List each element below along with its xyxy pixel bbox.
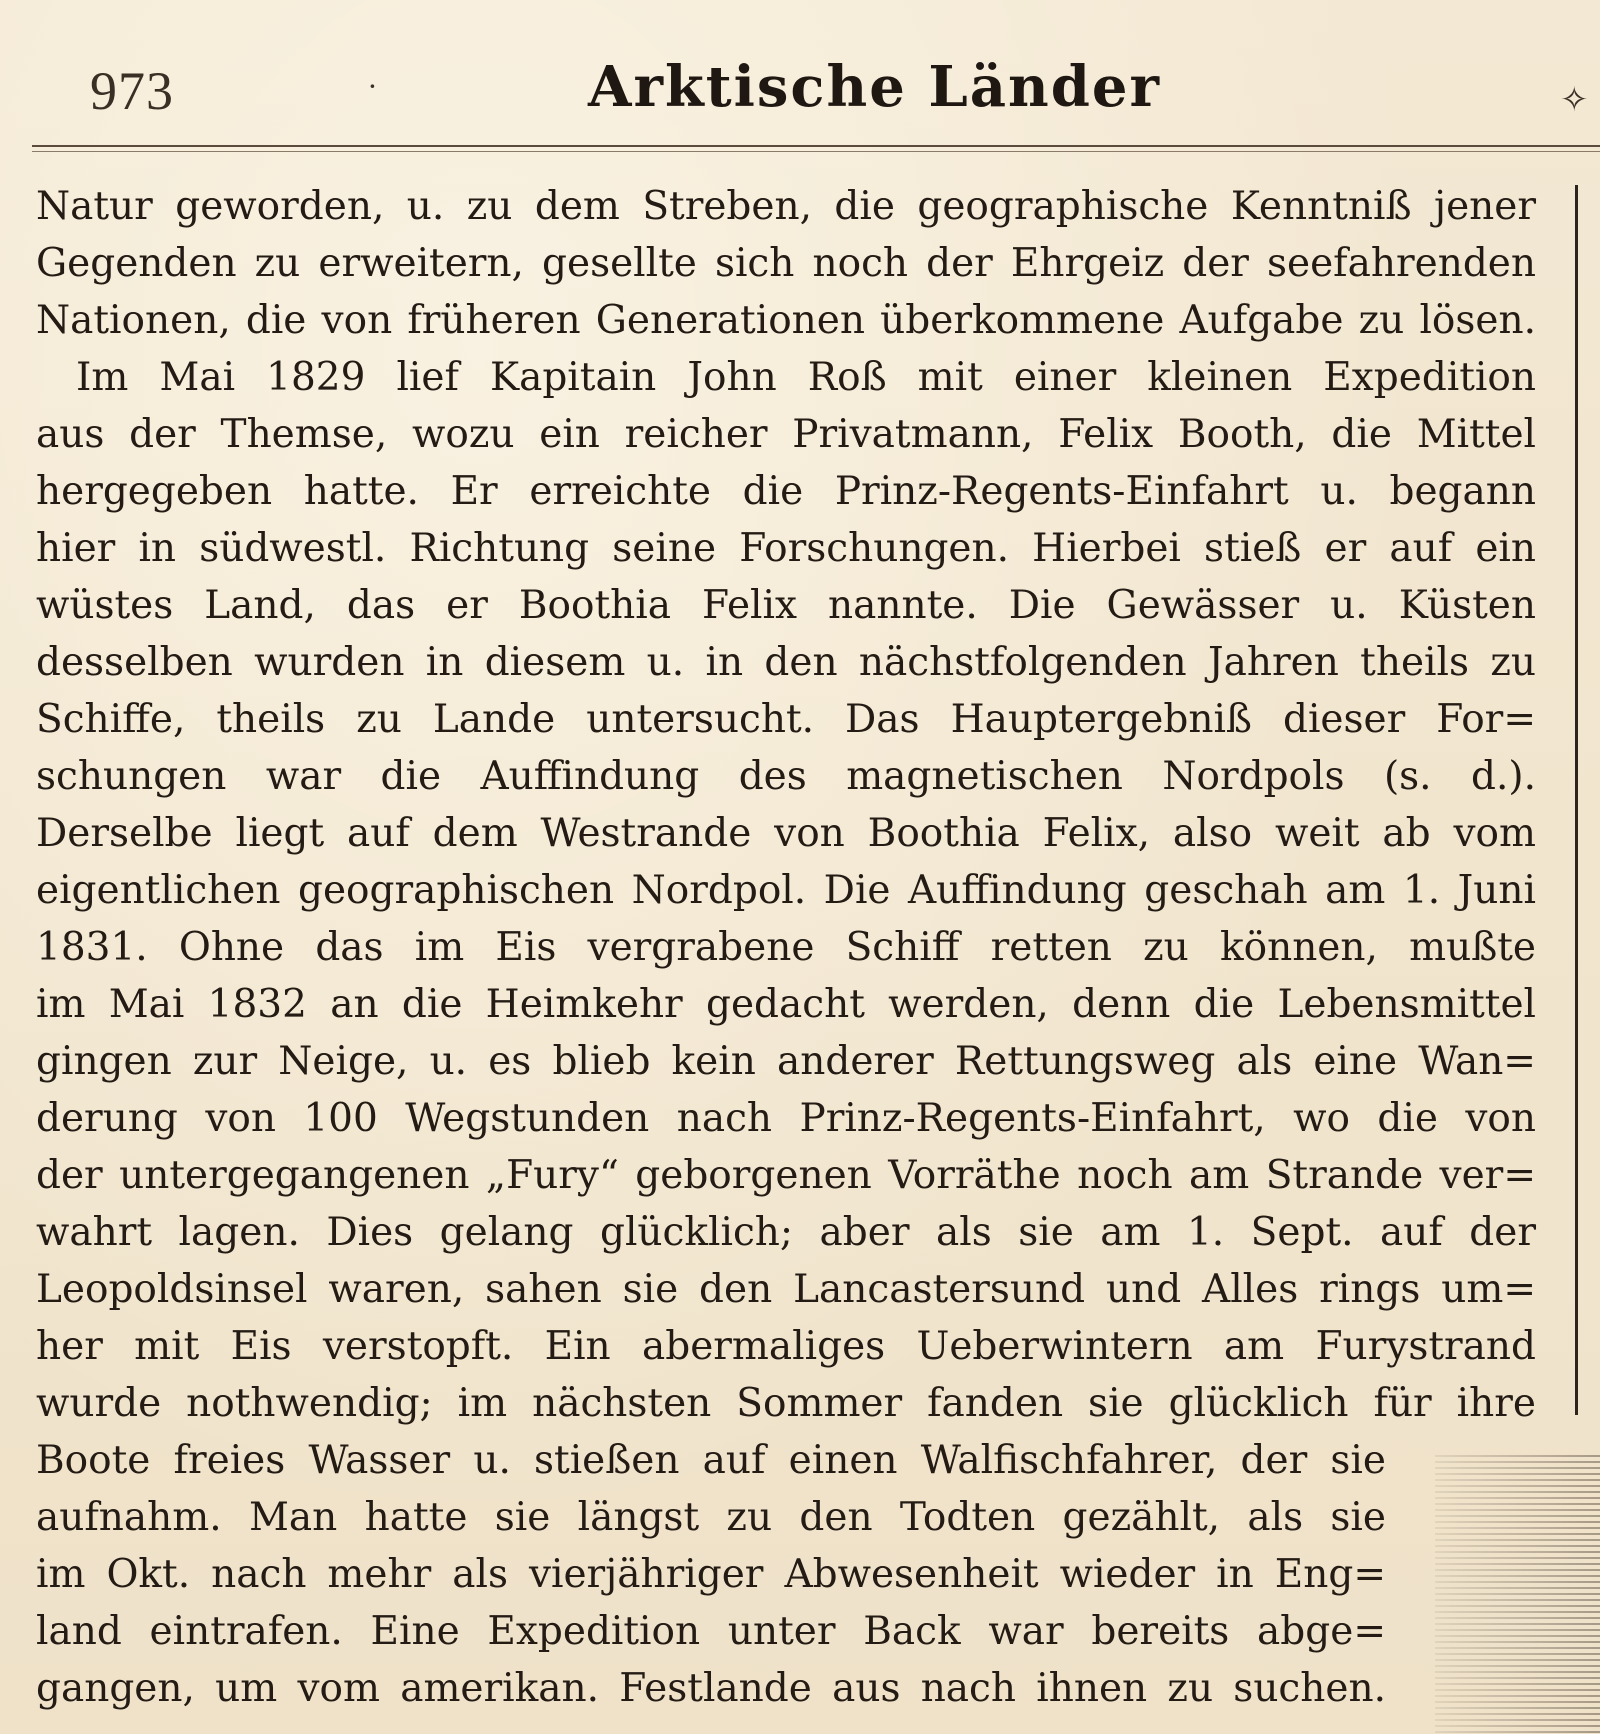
text-line: desselben wurden in diesem u. in den nächstfolgenden Jahren theils zu [36, 640, 1536, 685]
text-line: Gegenden zu erweitern, gesellte sich noch der Ehrgeiz der seefahrenden [36, 241, 1536, 286]
text-line: aus der Themse, wozu ein reicher Privatmann, Felix Booth, die Mittel [36, 412, 1536, 457]
running-title: Arktische Länder [588, 54, 1162, 120]
page-header [0, 40, 1600, 130]
text-line: wüstes Land, das er Boothia Felix nannte. Die Gewässer u. Küsten [36, 583, 1536, 628]
header-rule-thin [32, 151, 1600, 152]
header-separator: · [368, 70, 377, 103]
text-line: hergegeben hatte. Er erreichte die Prinz-Regents-Einfahrt u. begann [36, 469, 1536, 514]
text-line: Nationen, die von früheren Generationen überkommene Aufgabe zu lösen. [36, 298, 1536, 343]
text-line: Schiffe, theils zu Lande untersucht. Das Hauptergebniß dieser For= [36, 697, 1536, 742]
text-line: hier in südwestl. Richtung seine Forschungen. Hierbei stieß er auf ein [36, 526, 1536, 571]
text-line: gangen, um vom amerikan. Festlande aus nach ihnen zu suchen. [36, 1666, 1386, 1711]
text-line: eigentlichen geographischen Nordpol. Die Auffindung geschah am 1. Juni [36, 868, 1536, 913]
text-line: Im Mai 1829 lief Kapitain John Roß mit einer kleinen Expedition [76, 355, 1536, 400]
text-line: Derselbe liegt auf dem Westrande von Boothia Felix, also weit ab vom [36, 811, 1536, 856]
corner-ornament-icon: ✧ [1560, 80, 1589, 120]
text-line: gingen zur Neige, u. es blieb kein anderer Rettungsweg als eine Wan= [36, 1039, 1536, 1084]
text-line: der untergegangenen „Fury“ geborgenen Vorräthe noch am Strande ver= [36, 1153, 1536, 1198]
header-rule [32, 145, 1600, 147]
text-line: 1831. Ohne das im Eis vergrabene Schiff retten zu können, mußte [36, 925, 1536, 970]
text-line: wurde nothwendig; im nächsten Sommer fanden sie glücklich für ihre [36, 1381, 1536, 1426]
article-body [36, 178, 1536, 1717]
text-line: aufnahm. Man hatte sie längst zu den Todten gezählt, als sie [36, 1495, 1386, 1540]
text-line: her mit Eis verstopft. Ein abermaliges Ueberwintern am Furystrand [36, 1324, 1536, 1369]
engraving-illustration [1435, 1455, 1600, 1734]
page-number: 973 [90, 61, 174, 121]
column-divider [1575, 185, 1578, 1415]
text-line: wahrt lagen. Dies gelang glücklich; aber als sie am 1. Sept. auf der [36, 1210, 1536, 1255]
text-line: im Okt. nach mehr als vierjähriger Abwesenheit wieder in Eng= [36, 1552, 1386, 1597]
text-line: Boote freies Wasser u. stießen auf einen Walfischfahrer, der sie [36, 1438, 1386, 1483]
text-line: land eintrafen. Eine Expedition unter Back war bereits abge= [36, 1609, 1386, 1654]
text-line: derung von 100 Wegstunden nach Prinz-Regents-Einfahrt, wo die von [36, 1096, 1536, 1141]
text-line: Leopoldsinsel waren, sahen sie den Lancastersund und Alles rings um= [36, 1267, 1536, 1312]
text-line: im Mai 1832 an die Heimkehr gedacht werden, denn die Lebensmittel [36, 982, 1536, 1027]
text-line: schungen war die Auffindung des magnetischen Nordpols (s. d.). [36, 754, 1536, 799]
text-line: Natur geworden, u. zu dem Streben, die geographische Kenntniß jener [36, 184, 1536, 229]
